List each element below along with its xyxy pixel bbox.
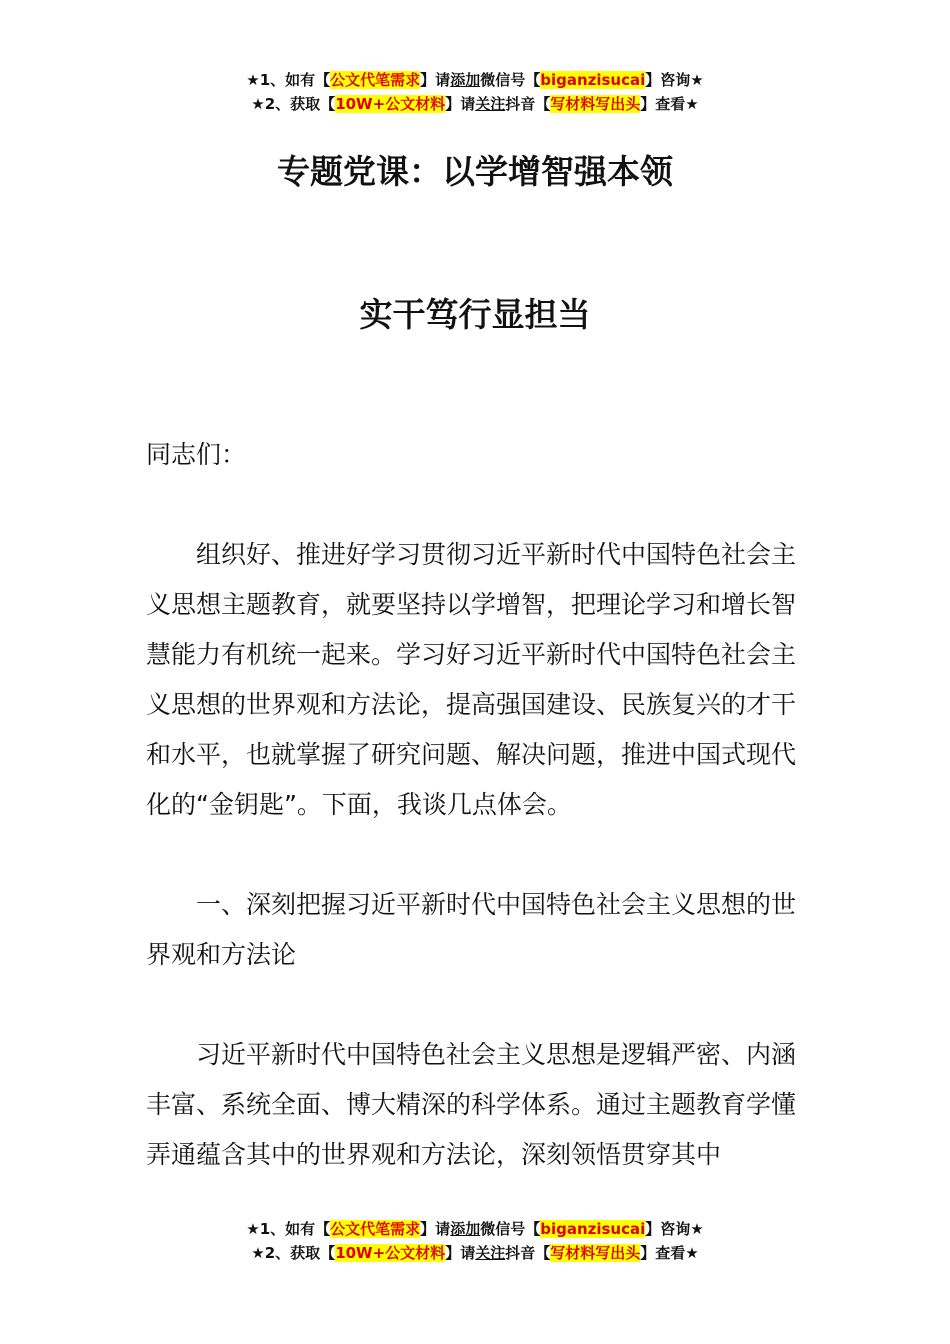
banner-highlight: 公文代笔需求 xyxy=(330,1220,421,1238)
banner-emphasis: 添加 xyxy=(450,71,481,89)
banner-line-2 xyxy=(0,92,950,116)
banner-text: 】请 xyxy=(445,1244,476,1262)
banner-text: 】咨询★ xyxy=(645,71,704,89)
banner-highlight: 公文代笔需求 xyxy=(330,71,421,89)
banner-text: ★1、如有【 xyxy=(246,71,331,89)
page-title-line-1: 专题党课：以学增智强本领 xyxy=(277,152,673,191)
banner-emphasis: 添加 xyxy=(450,1220,481,1238)
banner-text: 】请 xyxy=(420,1220,451,1238)
section-heading-1: 一、深刻把握习近平新时代中国特色社会主义思想的世界观和方法论 xyxy=(146,890,797,969)
banner-highlight: 写材料写出头 xyxy=(550,1244,641,1262)
banner-highlight: biganzisucai xyxy=(540,71,646,89)
banner-text: 微信号【 xyxy=(480,1220,541,1238)
banner-text: 微信号【 xyxy=(480,71,541,89)
banner-text: 】请 xyxy=(420,71,451,89)
page-title-line-2: 实干笃行显担当 xyxy=(359,295,591,334)
banner-highlight: 10W+公文材料 xyxy=(335,95,446,113)
banner-text: 抖音【 xyxy=(505,1244,551,1262)
banner-text: ★1、如有【 xyxy=(246,1220,331,1238)
banner-line-1 xyxy=(0,68,950,92)
banner-text: ★2、获取【 xyxy=(251,95,336,113)
header-banner xyxy=(0,68,950,116)
banner-line-1 xyxy=(0,1217,950,1241)
banner-emphasis: 关注 xyxy=(475,1244,506,1262)
banner-line-2 xyxy=(0,1241,950,1265)
banner-highlight: biganzisucai xyxy=(540,1220,646,1238)
banner-highlight: 10W+公文材料 xyxy=(335,1244,446,1262)
banner-text: 】查看★ xyxy=(640,1244,699,1262)
footer-banner xyxy=(0,1217,950,1265)
paragraph-1: 组织好、推进好学习贯彻习近平新时代中国特色社会主义思想主题教育，就要坚持以学增智，把理论学习和增长智慧能力有机统一起来。学习好习近平新时代中国特色社会主义思想的世界观和方法论，提高强国建设、民族复兴的才干和水平，也就掌握了研究问题、解决问题，推进中国式现代化的“金钥匙”。下面，我谈几点体会。 xyxy=(146,540,797,819)
banner-text: 】请 xyxy=(445,95,476,113)
paragraph-2: 习近平新时代中国特色社会主义思想是逻辑严密、内涵丰富、系统全面、博大精深的科学体系。通过主题教育学懂弄通蕴含其中的世界观和方法论，深刻领悟贯穿其中 xyxy=(146,1040,797,1169)
salutation: 同志们： xyxy=(146,440,247,469)
banner-emphasis: 关注 xyxy=(475,95,506,113)
banner-text: 】查看★ xyxy=(640,95,699,113)
banner-highlight: 写材料写出头 xyxy=(550,95,641,113)
banner-text: 抖音【 xyxy=(505,95,551,113)
banner-text: 】咨询★ xyxy=(645,1220,704,1238)
banner-text: ★2、获取【 xyxy=(251,1244,336,1262)
